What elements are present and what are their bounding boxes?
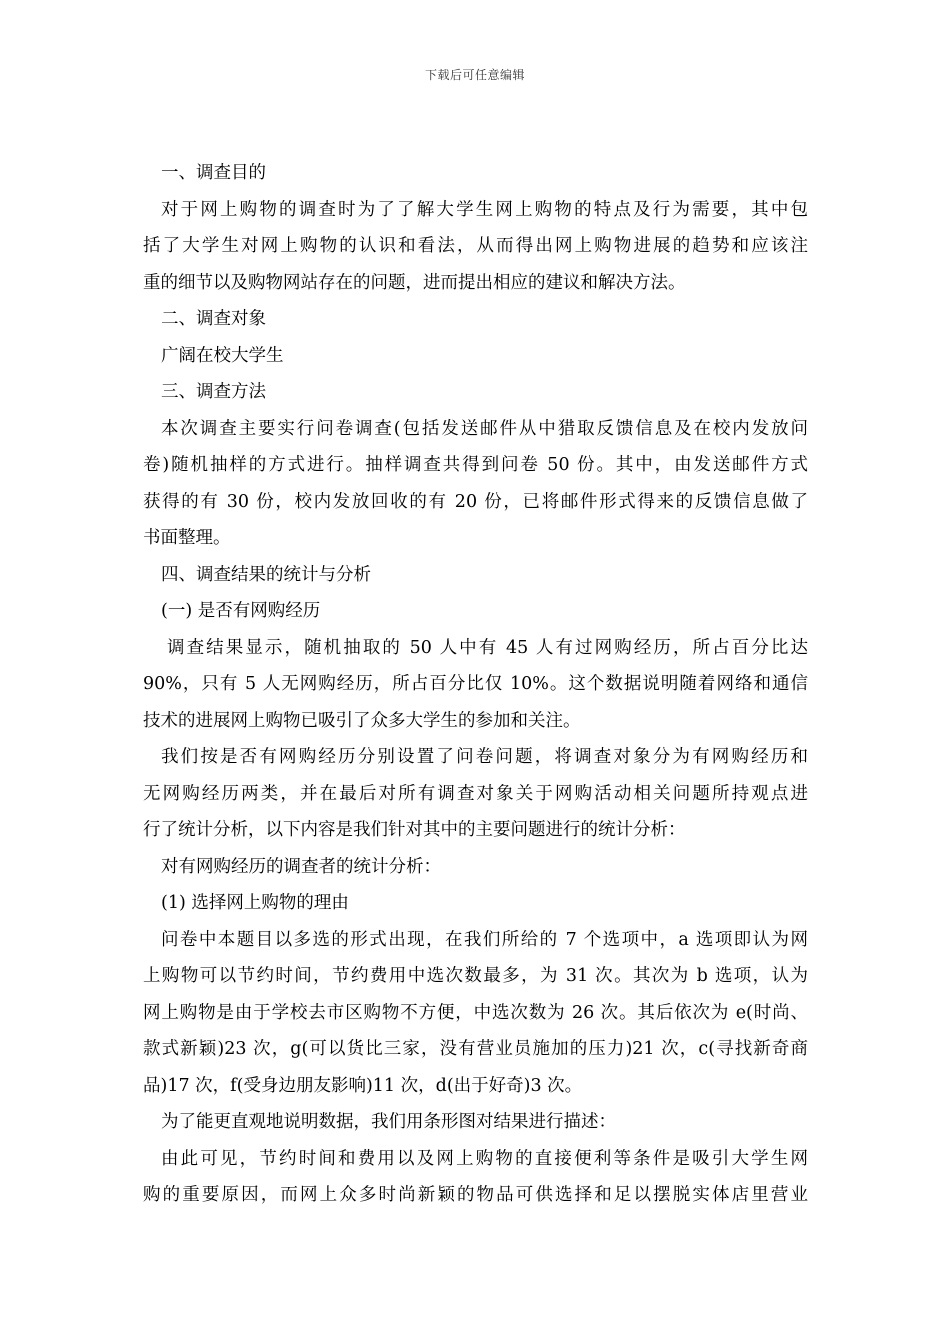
heading-results-analysis: 四、调查结果的统计与分析 xyxy=(161,564,371,585)
page-header: 下载后可任意编辑 xyxy=(424,68,525,82)
paragraph-line: 行了统计分析，以下内容是我们针对其中的主要问题进行的统计分析： xyxy=(143,820,686,840)
paragraph-line: 广阔在校大学生 xyxy=(161,345,284,366)
subheading-online-shopping-experience: (一) 是否有网购经历 xyxy=(161,601,321,621)
paragraph-line: 为了能更直观地说明数据，我们用条形图对结果进行描述： xyxy=(161,1112,616,1132)
paragraph-line: 技术的进展网上购物已吸引了众多大学生的参加和关注。 xyxy=(143,710,581,731)
paragraph-line: 括了大学生对网上购物的认识和看法，从而得出网上购物进展的趋势和应该注 xyxy=(143,236,808,256)
paragraph-line: 本次调查主要实行问卷调查(包括发送邮件从中猎取反馈信息及在校内发放问 xyxy=(161,418,808,439)
paragraph-line: 无网购经历两类，并在最后对所有调查对象关于网购活动相关问题所持观点进 xyxy=(143,783,808,804)
paragraph-line: 问卷中本题目以多选的形式出现，在我们所给的 7 个选项中，a 选项即认为网 xyxy=(161,929,808,950)
paragraph-line: 获得的有 30 份，校内发放回收的有 20 份，已将邮件形式得来的反馈信息做了 xyxy=(143,491,808,512)
paragraph-line: 卷)随机抽样的方式进行。抽样调查共得到问卷 50 份。其中，由发送邮件方式 xyxy=(143,455,808,475)
heading-survey-method: 三、调查方法 xyxy=(161,382,266,402)
paragraph-line: 重的细节以及购物网站存在的问题，进而提出相应的建议和解决方法。 xyxy=(143,272,686,293)
paragraph-line: 由此可见，节约时间和费用以及网上购物的直接便利等条件是吸引大学生网 xyxy=(161,1148,808,1169)
document-body xyxy=(143,155,808,1214)
paragraph-line: 购的重要原因，而网上众多时尚新颖的物品可供选择和足以摆脱实体店里营业 xyxy=(143,1185,808,1205)
heading-survey-purpose: 一、调查目的 xyxy=(161,163,266,183)
paragraph-line: 品)17 次，f(受身边朋友影响)11 次，d(出于好奇)3 次。 xyxy=(143,1075,583,1096)
paragraph-line: 书面整理。 xyxy=(143,528,231,548)
paragraph-line: 对有网购经历的调查者的统计分析： xyxy=(161,856,441,877)
paragraph-line: 对于网上购物的调查时为了了解大学生网上购物的特点及行为需要，其中包 xyxy=(161,199,808,220)
paragraph-line: 我们按是否有网购经历分别设置了问卷问题，将调查对象分为有网购经历和 xyxy=(161,747,808,767)
subheading-shopping-reasons: (1) 选择网上购物的理由 xyxy=(161,893,349,913)
paragraph-line: 90%，只有 5 人无网购经历，所占百分比仅 10%。这个数据说明随着网络和通信 xyxy=(143,674,808,694)
heading-survey-subject: 二、调查对象 xyxy=(161,309,266,329)
paragraph-line: 调查结果显示，随机抽取的 50 人中有 45 人有过网购经历，所占百分比达 xyxy=(167,637,808,658)
paragraph-line: 上购物可以节约时间，节约费用中选次数最多，为 31 次。其次为 b 选项，认为 xyxy=(143,966,808,986)
paragraph-line: 款式新颖)23 次，g(可以货比三家，没有营业员施加的压力)21 次，c(寻找新奇商 xyxy=(143,1039,808,1059)
paragraph-line: 网上购物是由于学校去市区购物不方便，中选次数为 26 次。其后依次为 e(时尚、 xyxy=(143,1002,808,1023)
